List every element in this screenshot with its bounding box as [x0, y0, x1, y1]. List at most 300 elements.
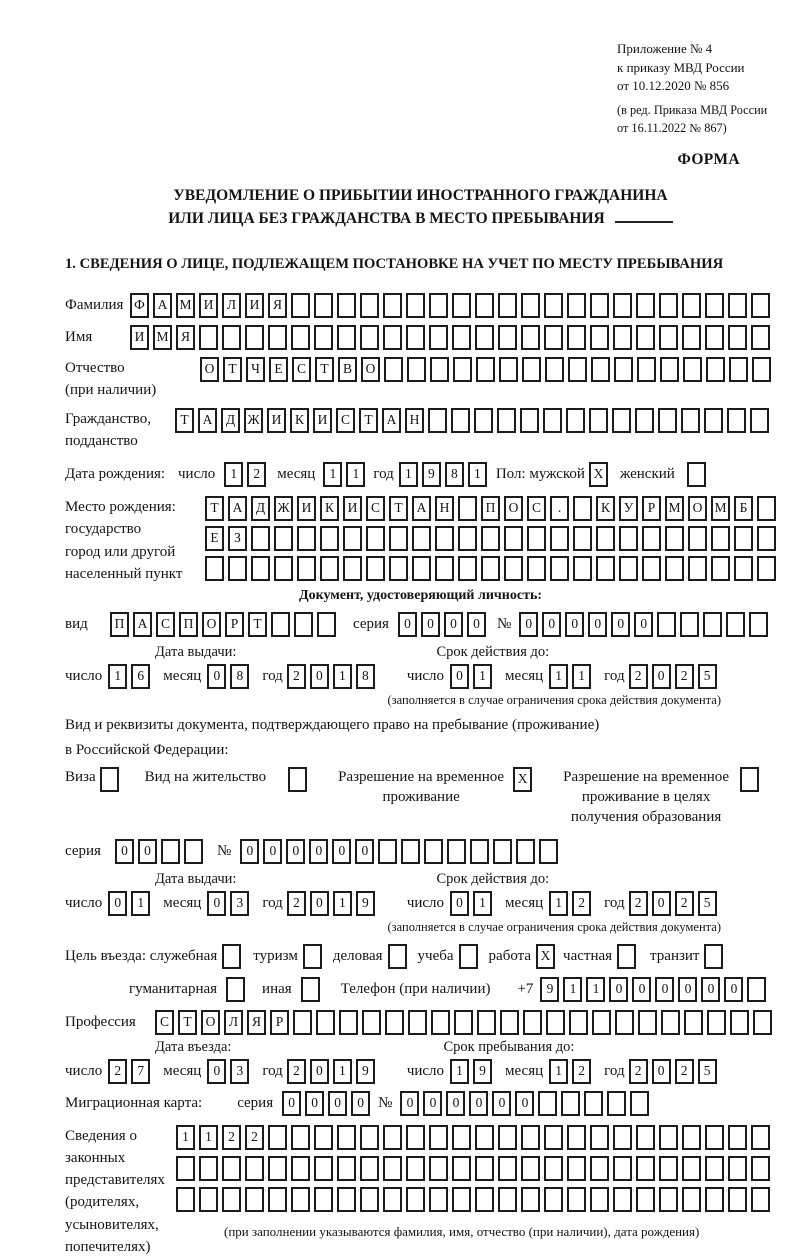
char-cell[interactable] — [504, 556, 523, 581]
char-cell[interactable] — [337, 1156, 356, 1181]
purpose-work-checkbox[interactable] — [536, 944, 559, 969]
char-cell[interactable] — [458, 526, 477, 551]
char-cell[interactable] — [428, 408, 447, 433]
char-cell[interactable] — [636, 1156, 655, 1181]
char-cell[interactable]: 6 — [131, 664, 150, 689]
char-cell[interactable]: 0 — [446, 1091, 465, 1116]
char-cell[interactable] — [199, 325, 218, 350]
char-cell[interactable] — [383, 1156, 402, 1181]
char-cell[interactable] — [389, 556, 408, 581]
migration-number-cells[interactable] — [400, 1091, 653, 1116]
char-cell[interactable] — [228, 556, 247, 581]
char-cell[interactable] — [314, 1125, 333, 1150]
char-cell[interactable]: 9 — [473, 1059, 492, 1084]
char-cell[interactable] — [293, 1010, 312, 1035]
char-cell[interactable] — [665, 556, 684, 581]
char-cell[interactable] — [523, 1010, 542, 1035]
char-cell[interactable] — [429, 325, 448, 350]
char-cell[interactable] — [458, 556, 477, 581]
char-cell[interactable]: Л — [222, 293, 241, 318]
char-cell[interactable] — [734, 556, 753, 581]
char-cell[interactable]: Д — [251, 496, 270, 521]
char-cell[interactable]: Я — [176, 325, 195, 350]
char-cell[interactable]: И — [313, 408, 332, 433]
char-cell[interactable] — [521, 1187, 540, 1212]
char-cell[interactable]: 0 — [138, 839, 157, 864]
char-cell[interactable] — [251, 526, 270, 551]
char-cell[interactable] — [590, 325, 609, 350]
option-temp-residence-education-checkbox[interactable] — [740, 767, 763, 792]
entry-day-cells[interactable] — [108, 1059, 154, 1084]
char-cell[interactable] — [726, 612, 745, 637]
char-cell[interactable] — [567, 325, 586, 350]
char-cell[interactable]: 0 — [450, 664, 469, 689]
char-cell[interactable]: 0 — [328, 1091, 347, 1116]
char-cell[interactable] — [320, 556, 339, 581]
char-cell[interactable]: 0 — [652, 664, 671, 689]
char-cell[interactable] — [589, 408, 608, 433]
char-cell[interactable] — [385, 1010, 404, 1035]
char-cell[interactable]: 0 — [609, 977, 628, 1002]
char-cell[interactable] — [291, 293, 310, 318]
char-cell[interactable] — [339, 1010, 358, 1035]
char-cell[interactable]: 7 — [131, 1059, 150, 1084]
char-cell[interactable] — [337, 1125, 356, 1150]
char-cell[interactable]: Я — [268, 293, 287, 318]
char-cell[interactable]: 1 — [333, 891, 352, 916]
char-cell[interactable]: 0 — [421, 612, 440, 637]
char-cell[interactable] — [251, 556, 270, 581]
char-cell[interactable] — [751, 1156, 770, 1181]
char-cell[interactable] — [268, 1156, 287, 1181]
char-cell[interactable] — [362, 1010, 381, 1035]
char-cell[interactable]: Л — [224, 1010, 243, 1035]
char-cell[interactable] — [360, 325, 379, 350]
char-cell[interactable] — [527, 526, 546, 551]
char-cell[interactable] — [705, 325, 724, 350]
char-cell[interactable] — [684, 1010, 703, 1035]
char-cell[interactable] — [751, 293, 770, 318]
char-cell[interactable]: П — [481, 496, 500, 521]
char-cell[interactable]: 2 — [629, 1059, 648, 1084]
char-cell[interactable] — [728, 1187, 747, 1212]
char-cell[interactable]: 1 — [549, 891, 568, 916]
char-cell[interactable] — [752, 357, 771, 382]
char-cell[interactable] — [522, 357, 541, 382]
char-cell[interactable]: 0 — [332, 839, 351, 864]
char-cell[interactable]: 8 — [445, 462, 464, 487]
char-cell[interactable]: 9 — [540, 977, 559, 1002]
char-cell[interactable]: 2 — [675, 891, 694, 916]
char-cell[interactable] — [499, 357, 518, 382]
char-cell[interactable]: 1 — [131, 891, 150, 916]
char-cell[interactable] — [619, 556, 638, 581]
char-cell[interactable]: 1 — [108, 664, 127, 689]
char-cell[interactable]: А — [133, 612, 152, 637]
char-cell[interactable]: 0 — [309, 839, 328, 864]
char-cell[interactable]: С — [366, 496, 385, 521]
checkbox-cell[interactable]: X — [589, 462, 608, 487]
char-cell[interactable]: О — [688, 496, 707, 521]
char-cell[interactable]: 0 — [423, 1091, 442, 1116]
char-cell[interactable]: 2 — [287, 891, 306, 916]
char-cell[interactable] — [475, 1187, 494, 1212]
char-cell[interactable] — [476, 357, 495, 382]
char-cell[interactable]: О — [202, 612, 221, 637]
char-cell[interactable] — [682, 293, 701, 318]
char-cell[interactable] — [429, 293, 448, 318]
char-cell[interactable] — [343, 526, 362, 551]
migration-series-cells[interactable] — [282, 1091, 374, 1116]
char-cell[interactable] — [498, 325, 517, 350]
birth-day-cells[interactable] — [224, 462, 270, 487]
char-cell[interactable]: Ж — [244, 408, 263, 433]
birth-year-cells[interactable] — [399, 462, 491, 487]
stay-day-cells[interactable] — [450, 1059, 496, 1084]
char-cell[interactable] — [728, 1156, 747, 1181]
patronymic-cells[interactable] — [200, 357, 775, 382]
birth-place-row2-cells[interactable] — [205, 526, 780, 551]
char-cell[interactable] — [607, 1091, 626, 1116]
char-cell[interactable] — [682, 1187, 701, 1212]
purpose-private-checkbox[interactable] — [617, 944, 640, 969]
char-cell[interactable] — [268, 325, 287, 350]
purpose-tourism-checkbox[interactable] — [303, 944, 326, 969]
char-cell[interactable]: Т — [178, 1010, 197, 1035]
char-cell[interactable]: У — [619, 496, 638, 521]
char-cell[interactable] — [360, 293, 379, 318]
char-cell[interactable]: 0 — [310, 664, 329, 689]
char-cell[interactable]: М — [665, 496, 684, 521]
char-cell[interactable]: . — [550, 496, 569, 521]
checkbox-cell[interactable] — [740, 767, 759, 792]
char-cell[interactable] — [500, 1010, 519, 1035]
char-cell[interactable] — [317, 612, 336, 637]
char-cell[interactable]: Я — [247, 1010, 266, 1035]
char-cell[interactable] — [661, 1010, 680, 1035]
char-cell[interactable] — [452, 1156, 471, 1181]
char-cell[interactable] — [412, 526, 431, 551]
char-cell[interactable] — [498, 1187, 517, 1212]
char-cell[interactable] — [184, 839, 203, 864]
char-cell[interactable]: 0 — [305, 1091, 324, 1116]
char-cell[interactable] — [567, 293, 586, 318]
char-cell[interactable]: И — [199, 293, 218, 318]
char-cell[interactable]: 0 — [286, 839, 305, 864]
char-cell[interactable] — [477, 1010, 496, 1035]
char-cell[interactable]: 2 — [245, 1125, 264, 1150]
char-cell[interactable] — [475, 1156, 494, 1181]
char-cell[interactable] — [314, 325, 333, 350]
char-cell[interactable] — [222, 1156, 241, 1181]
char-cell[interactable] — [516, 839, 535, 864]
option-residence-permit-checkbox[interactable] — [288, 767, 311, 792]
char-cell[interactable]: 2 — [629, 891, 648, 916]
checkbox-cell[interactable] — [100, 767, 119, 792]
char-cell[interactable] — [630, 1091, 649, 1116]
char-cell[interactable] — [751, 325, 770, 350]
char-cell[interactable] — [475, 325, 494, 350]
checkbox-cell[interactable] — [459, 944, 478, 969]
char-cell[interactable]: 0 — [701, 977, 720, 1002]
char-cell[interactable] — [705, 293, 724, 318]
char-cell[interactable] — [199, 1156, 218, 1181]
char-cell[interactable] — [161, 839, 180, 864]
issue-year-cells[interactable] — [287, 664, 379, 689]
char-cell[interactable]: 0 — [263, 839, 282, 864]
char-cell[interactable] — [757, 526, 776, 551]
char-cell[interactable]: 1 — [323, 462, 342, 487]
char-cell[interactable] — [680, 612, 699, 637]
char-cell[interactable] — [271, 612, 290, 637]
char-cell[interactable]: Д — [221, 408, 240, 433]
char-cell[interactable]: 1 — [346, 462, 365, 487]
phone-cells[interactable] — [540, 977, 770, 1002]
char-cell[interactable]: Ч — [246, 357, 265, 382]
char-cell[interactable] — [475, 1125, 494, 1150]
char-cell[interactable] — [521, 293, 540, 318]
char-cell[interactable] — [730, 1010, 749, 1035]
char-cell[interactable] — [590, 1125, 609, 1150]
char-cell[interactable] — [268, 1187, 287, 1212]
char-cell[interactable]: Ж — [274, 496, 293, 521]
char-cell[interactable]: 2 — [287, 1059, 306, 1084]
valid-year-cells[interactable] — [629, 664, 721, 689]
char-cell[interactable] — [470, 839, 489, 864]
char-cell[interactable]: 1 — [563, 977, 582, 1002]
char-cell[interactable] — [658, 408, 677, 433]
char-cell[interactable] — [314, 1187, 333, 1212]
representatives-row2-cells[interactable] — [176, 1156, 774, 1181]
char-cell[interactable] — [711, 556, 730, 581]
char-cell[interactable] — [429, 1156, 448, 1181]
char-cell[interactable]: 1 — [473, 891, 492, 916]
char-cell[interactable]: Н — [405, 408, 424, 433]
char-cell[interactable]: 2 — [675, 664, 694, 689]
purpose-transit-checkbox[interactable] — [704, 944, 727, 969]
char-cell[interactable] — [705, 1125, 724, 1150]
checkbox-cell[interactable]: X — [513, 767, 532, 792]
char-cell[interactable] — [291, 1156, 310, 1181]
char-cell[interactable]: Р — [225, 612, 244, 637]
char-cell[interactable]: 0 — [207, 891, 226, 916]
purpose-humanitarian-checkbox[interactable] — [226, 977, 249, 1002]
char-cell[interactable] — [638, 1010, 657, 1035]
residence-issue-day-cells[interactable] — [108, 891, 154, 916]
char-cell[interactable] — [642, 556, 661, 581]
char-cell[interactable] — [636, 293, 655, 318]
char-cell[interactable] — [703, 612, 722, 637]
char-cell[interactable]: О — [361, 357, 380, 382]
char-cell[interactable] — [544, 1125, 563, 1150]
char-cell[interactable]: М — [711, 496, 730, 521]
char-cell[interactable] — [406, 1125, 425, 1150]
valid-month-cells[interactable] — [549, 664, 595, 689]
char-cell[interactable] — [451, 408, 470, 433]
char-cell[interactable] — [539, 839, 558, 864]
char-cell[interactable] — [268, 1125, 287, 1150]
char-cell[interactable] — [592, 1010, 611, 1035]
char-cell[interactable] — [406, 1187, 425, 1212]
char-cell[interactable]: 0 — [310, 891, 329, 916]
char-cell[interactable] — [389, 526, 408, 551]
char-cell[interactable] — [635, 408, 654, 433]
char-cell[interactable] — [573, 526, 592, 551]
char-cell[interactable]: З — [228, 526, 247, 551]
checkbox-cell[interactable] — [388, 944, 407, 969]
char-cell[interactable]: Е — [205, 526, 224, 551]
char-cell[interactable] — [613, 1125, 632, 1150]
stay-year-cells[interactable] — [629, 1059, 721, 1084]
char-cell[interactable]: Т — [175, 408, 194, 433]
char-cell[interactable] — [642, 526, 661, 551]
char-cell[interactable] — [452, 325, 471, 350]
char-cell[interactable] — [274, 526, 293, 551]
char-cell[interactable]: И — [343, 496, 362, 521]
char-cell[interactable] — [659, 325, 678, 350]
char-cell[interactable] — [431, 1010, 450, 1035]
char-cell[interactable]: 1 — [333, 664, 352, 689]
char-cell[interactable] — [291, 1125, 310, 1150]
char-cell[interactable] — [294, 612, 313, 637]
residence-number-cells[interactable] — [240, 839, 562, 864]
char-cell[interactable] — [590, 1187, 609, 1212]
char-cell[interactable]: 2 — [287, 664, 306, 689]
char-cell[interactable] — [475, 293, 494, 318]
char-cell[interactable] — [665, 526, 684, 551]
char-cell[interactable] — [454, 1010, 473, 1035]
char-cell[interactable] — [383, 1125, 402, 1150]
char-cell[interactable]: Т — [389, 496, 408, 521]
char-cell[interactable]: И — [267, 408, 286, 433]
char-cell[interactable]: К — [596, 496, 615, 521]
issue-month-cells[interactable] — [207, 664, 253, 689]
checkbox-cell[interactable] — [704, 944, 723, 969]
char-cell[interactable] — [320, 526, 339, 551]
char-cell[interactable]: Б — [734, 496, 753, 521]
option-temp-residence-checkbox[interactable] — [513, 767, 536, 792]
char-cell[interactable]: Н — [435, 496, 454, 521]
residence-valid-year-cells[interactable] — [629, 891, 721, 916]
char-cell[interactable]: 1 — [399, 462, 418, 487]
char-cell[interactable] — [704, 408, 723, 433]
char-cell[interactable]: 1 — [176, 1125, 195, 1150]
char-cell[interactable]: 0 — [565, 612, 584, 637]
residence-issue-year-cells[interactable] — [287, 891, 379, 916]
representatives-row1-cells[interactable] — [176, 1125, 774, 1150]
entry-year-cells[interactable] — [287, 1059, 379, 1084]
char-cell[interactable]: О — [201, 1010, 220, 1035]
char-cell[interactable]: С — [527, 496, 546, 521]
char-cell[interactable]: 0 — [207, 664, 226, 689]
stay-month-cells[interactable] — [549, 1059, 595, 1084]
char-cell[interactable] — [527, 556, 546, 581]
char-cell[interactable]: С — [292, 357, 311, 382]
char-cell[interactable] — [619, 526, 638, 551]
char-cell[interactable] — [705, 1187, 724, 1212]
char-cell[interactable] — [176, 1156, 195, 1181]
checkbox-cell[interactable] — [222, 944, 241, 969]
char-cell[interactable]: 0 — [652, 891, 671, 916]
birth-month-cells[interactable] — [323, 462, 369, 487]
char-cell[interactable] — [682, 325, 701, 350]
char-cell[interactable] — [751, 1125, 770, 1150]
char-cell[interactable] — [545, 357, 564, 382]
char-cell[interactable]: 0 — [469, 1091, 488, 1116]
char-cell[interactable] — [406, 293, 425, 318]
char-cell[interactable] — [360, 1156, 379, 1181]
char-cell[interactable] — [521, 1125, 540, 1150]
valid-day-cells[interactable] — [450, 664, 496, 689]
char-cell[interactable] — [750, 408, 769, 433]
char-cell[interactable]: П — [179, 612, 198, 637]
char-cell[interactable] — [199, 1187, 218, 1212]
entry-month-cells[interactable] — [207, 1059, 253, 1084]
char-cell[interactable] — [384, 357, 403, 382]
char-cell[interactable]: 1 — [450, 1059, 469, 1084]
char-cell[interactable] — [408, 1010, 427, 1035]
char-cell[interactable]: 0 — [115, 839, 134, 864]
doc-number-cells[interactable] — [519, 612, 772, 637]
char-cell[interactable]: В — [338, 357, 357, 382]
char-cell[interactable] — [521, 325, 540, 350]
char-cell[interactable]: 5 — [698, 891, 717, 916]
char-cell[interactable] — [297, 526, 316, 551]
char-cell[interactable]: 0 — [655, 977, 674, 1002]
char-cell[interactable]: 1 — [473, 664, 492, 689]
char-cell[interactable]: 1 — [199, 1125, 218, 1150]
residence-series-cells[interactable] — [115, 839, 207, 864]
char-cell[interactable] — [458, 496, 477, 521]
char-cell[interactable] — [498, 1125, 517, 1150]
checkbox-cell[interactable] — [226, 977, 245, 1002]
char-cell[interactable]: К — [290, 408, 309, 433]
char-cell[interactable]: Т — [205, 496, 224, 521]
char-cell[interactable]: 9 — [356, 891, 375, 916]
char-cell[interactable]: 0 — [632, 977, 651, 1002]
char-cell[interactable] — [566, 408, 585, 433]
char-cell[interactable] — [337, 293, 356, 318]
char-cell[interactable]: А — [198, 408, 217, 433]
char-cell[interactable]: 0 — [351, 1091, 370, 1116]
char-cell[interactable]: С — [336, 408, 355, 433]
char-cell[interactable]: 0 — [310, 1059, 329, 1084]
char-cell[interactable] — [568, 357, 587, 382]
char-cell[interactable] — [366, 556, 385, 581]
char-cell[interactable]: А — [153, 293, 172, 318]
char-cell[interactable] — [493, 839, 512, 864]
char-cell[interactable] — [636, 1125, 655, 1150]
char-cell[interactable] — [596, 556, 615, 581]
doc-series-cells[interactable] — [398, 612, 490, 637]
char-cell[interactable] — [429, 1125, 448, 1150]
char-cell[interactable] — [424, 839, 443, 864]
char-cell[interactable]: 1 — [549, 664, 568, 689]
checkbox-cell[interactable] — [617, 944, 636, 969]
char-cell[interactable] — [291, 1187, 310, 1212]
char-cell[interactable]: 2 — [572, 1059, 591, 1084]
char-cell[interactable]: М — [153, 325, 172, 350]
char-cell[interactable]: 9 — [356, 1059, 375, 1084]
char-cell[interactable]: Т — [359, 408, 378, 433]
char-cell[interactable] — [706, 357, 725, 382]
char-cell[interactable] — [615, 1010, 634, 1035]
checkbox-cell[interactable] — [301, 977, 320, 1002]
char-cell[interactable]: 0 — [207, 1059, 226, 1084]
char-cell[interactable] — [378, 839, 397, 864]
char-cell[interactable] — [573, 556, 592, 581]
char-cell[interactable]: 1 — [586, 977, 605, 1002]
